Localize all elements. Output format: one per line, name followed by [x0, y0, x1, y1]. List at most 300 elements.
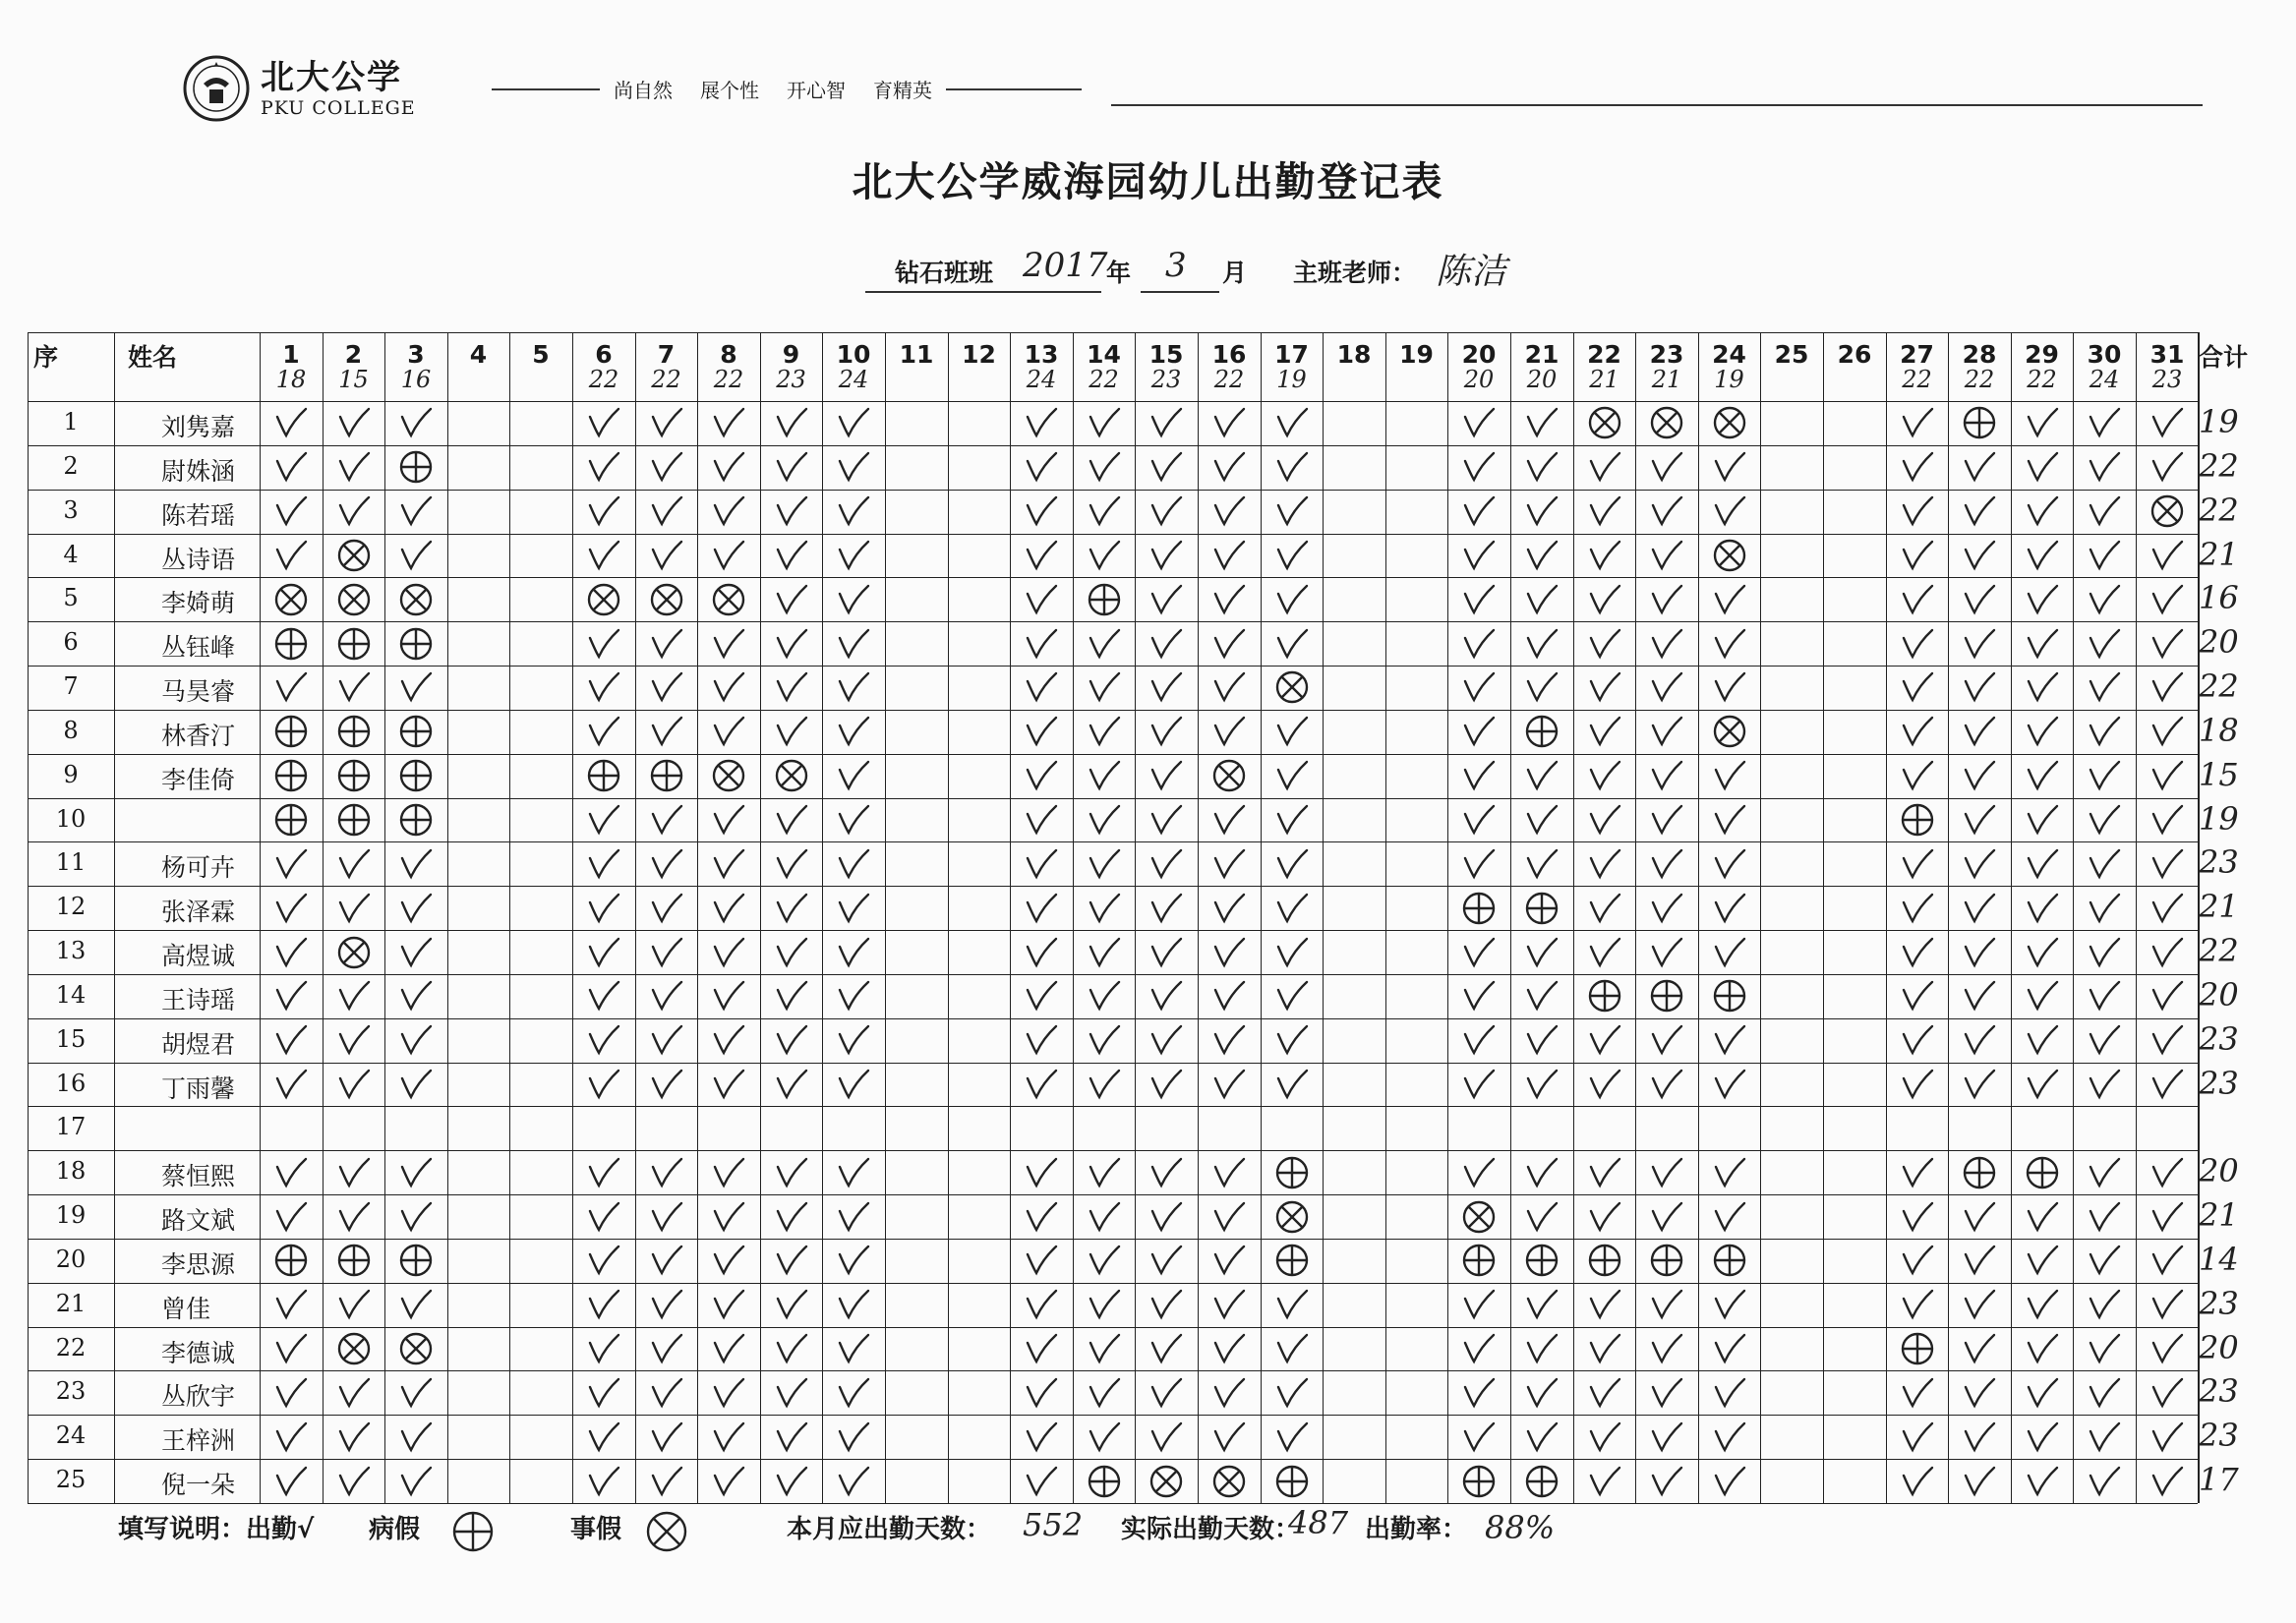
row-seq: 13 — [55, 937, 87, 964]
check-mark-icon — [707, 403, 750, 442]
check-mark-icon — [2021, 1020, 2064, 1060]
check-mark-icon — [645, 492, 688, 531]
logo-chinese: 北大公学 — [261, 58, 402, 97]
check-mark-icon — [1520, 1020, 1563, 1060]
check-mark-icon — [1708, 1153, 1751, 1192]
check-mark-icon — [1583, 800, 1626, 840]
check-mark-icon — [1145, 976, 1188, 1015]
row-total: 16 — [2199, 579, 2239, 616]
header-day-count: 19 — [1276, 366, 1307, 393]
check-mark-icon — [1708, 1285, 1751, 1324]
check-mark-icon — [332, 1020, 376, 1060]
check-mark-icon — [2083, 1373, 2126, 1413]
check-mark-icon — [1457, 976, 1501, 1015]
check-mark-icon — [332, 1153, 376, 1192]
check-mark-icon — [707, 712, 750, 751]
attendance-rate-value: 88% — [1485, 1509, 1556, 1546]
check-mark-icon — [1583, 756, 1626, 795]
check-mark-icon — [645, 624, 688, 664]
student-name: 路文斌 — [161, 1206, 236, 1235]
check-mark-icon — [1457, 1373, 1501, 1413]
check-mark-icon — [394, 1197, 438, 1237]
check-mark-icon — [707, 1020, 750, 1060]
header-day: 11 — [899, 340, 934, 369]
check-mark-icon — [1896, 624, 1939, 664]
year-blank — [1013, 291, 1101, 293]
check-mark-icon — [269, 403, 313, 442]
check-mark-icon — [832, 1462, 875, 1501]
circle-x-icon — [394, 580, 438, 619]
check-mark-icon — [1457, 447, 1501, 487]
check-mark-icon — [1583, 889, 1626, 928]
check-mark-icon — [1145, 536, 1188, 575]
circle-x-icon — [1708, 712, 1751, 751]
check-mark-icon — [1457, 844, 1501, 884]
check-mark-icon — [1583, 1285, 1626, 1324]
check-mark-icon — [1020, 976, 1063, 1015]
check-mark-icon — [770, 1020, 813, 1060]
header-day: 27 — [1900, 340, 1934, 369]
check-mark-icon — [1207, 1329, 1251, 1368]
circle-x-icon — [582, 580, 625, 619]
circle-plus-icon — [1457, 1241, 1501, 1280]
check-mark-icon — [582, 1197, 625, 1237]
check-mark-icon — [645, 536, 688, 575]
check-mark-icon — [394, 1020, 438, 1060]
check-mark-icon — [2083, 624, 2126, 664]
check-mark-icon — [1270, 1373, 1314, 1413]
check-mark-icon — [645, 1153, 688, 1192]
check-mark-icon — [707, 1241, 750, 1280]
check-mark-icon — [1645, 933, 1688, 972]
check-mark-icon — [582, 712, 625, 751]
check-mark-icon — [707, 933, 750, 972]
row-total: 22 — [2199, 667, 2239, 705]
check-mark-icon — [1958, 800, 2001, 840]
check-mark-icon — [1020, 580, 1063, 619]
circle-plus-icon — [1083, 580, 1126, 619]
row-seq: 10 — [55, 805, 87, 833]
check-mark-icon — [645, 667, 688, 707]
row-seq: 7 — [63, 672, 79, 700]
check-mark-icon — [2083, 580, 2126, 619]
check-mark-icon — [1958, 712, 2001, 751]
teacher-name: 陈洁 — [1436, 252, 1507, 292]
check-mark-icon — [1020, 667, 1063, 707]
check-mark-icon — [770, 1329, 813, 1368]
check-mark-icon — [1896, 756, 1939, 795]
check-mark-icon — [1958, 844, 2001, 884]
circle-plus-icon — [269, 800, 313, 840]
check-mark-icon — [1207, 800, 1251, 840]
check-mark-icon — [1270, 624, 1314, 664]
check-mark-icon — [1207, 403, 1251, 442]
table-row-rule — [28, 577, 2198, 578]
check-mark-icon — [1207, 1285, 1251, 1324]
check-mark-icon — [1896, 667, 1939, 707]
check-mark-icon — [582, 800, 625, 840]
check-mark-icon — [332, 1418, 376, 1457]
check-mark-icon — [1583, 844, 1626, 884]
check-mark-icon — [1207, 844, 1251, 884]
check-mark-icon — [1896, 1373, 1939, 1413]
check-mark-icon — [1457, 667, 1501, 707]
check-mark-icon — [1083, 536, 1126, 575]
header-day: 22 — [1587, 340, 1621, 369]
check-mark-icon — [707, 976, 750, 1015]
student-name: 丛欣宇 — [161, 1382, 236, 1411]
check-mark-icon — [582, 492, 625, 531]
check-mark-icon — [1645, 1373, 1688, 1413]
header-day: 14 — [1087, 340, 1121, 369]
check-mark-icon — [770, 712, 813, 751]
header-day: 31 — [2149, 340, 2185, 369]
month-blank — [1141, 291, 1219, 293]
check-mark-icon — [1645, 1285, 1688, 1324]
check-mark-icon — [1583, 1418, 1626, 1457]
check-mark-icon — [770, 1462, 813, 1501]
check-mark-icon — [1520, 1065, 1563, 1104]
check-mark-icon — [1520, 1153, 1563, 1192]
check-mark-icon — [2021, 933, 2064, 972]
check-mark-icon — [1083, 624, 1126, 664]
check-mark-icon — [1583, 1020, 1626, 1060]
circle-x-icon — [1708, 403, 1751, 442]
header-day: 25 — [1774, 340, 1809, 369]
table-column-rule — [948, 332, 949, 1503]
check-mark-icon — [1083, 1329, 1126, 1368]
check-mark-icon — [1958, 667, 2001, 707]
check-mark-icon — [1270, 1329, 1314, 1368]
table-column-rule — [1510, 332, 1511, 1503]
header-total: 合计 — [2199, 343, 2249, 372]
motto-item: 育精英 — [873, 79, 932, 102]
check-mark-icon — [394, 1065, 438, 1104]
check-mark-icon — [2083, 889, 2126, 928]
check-mark-icon — [1896, 844, 1939, 884]
check-mark-icon — [1958, 492, 2001, 531]
table-column-rule — [2073, 332, 2074, 1503]
check-mark-icon — [1708, 492, 1751, 531]
check-mark-icon — [1520, 976, 1563, 1015]
check-mark-icon — [1958, 1197, 2001, 1237]
check-mark-icon — [2021, 1329, 2064, 1368]
check-mark-icon — [770, 1373, 813, 1413]
check-mark-icon — [1896, 1462, 1939, 1501]
check-mark-icon — [1645, 1020, 1688, 1060]
check-mark-icon — [1958, 624, 2001, 664]
check-mark-icon — [582, 1241, 625, 1280]
check-mark-icon — [582, 889, 625, 928]
header-day: 21 — [1524, 340, 1560, 369]
circle-plus-icon — [269, 756, 313, 795]
check-mark-icon — [645, 447, 688, 487]
check-mark-icon — [1457, 1020, 1501, 1060]
check-mark-icon — [1457, 1285, 1501, 1324]
check-mark-icon — [1896, 1285, 1939, 1324]
check-mark-icon — [1520, 403, 1563, 442]
check-mark-icon — [1520, 492, 1563, 531]
check-mark-icon — [707, 1153, 750, 1192]
table-column-rule — [1073, 332, 1074, 1503]
header-day: 4 — [469, 340, 488, 369]
check-mark-icon — [1020, 712, 1063, 751]
check-mark-icon — [2146, 1373, 2189, 1413]
row-total: 20 — [2199, 1329, 2239, 1366]
row-total: 20 — [2199, 976, 2239, 1014]
table-row-rule — [28, 754, 2198, 755]
check-mark-icon — [1645, 1197, 1688, 1237]
row-seq: 2 — [63, 452, 79, 480]
student-name: 胡煜君 — [161, 1030, 236, 1059]
circle-plus-icon — [1645, 976, 1688, 1015]
check-mark-icon — [269, 1462, 313, 1501]
table-column-rule — [114, 332, 115, 1503]
check-mark-icon — [770, 1418, 813, 1457]
header-day-count: 22 — [1089, 366, 1119, 393]
check-mark-icon — [1896, 1153, 1939, 1192]
row-seq: 20 — [55, 1246, 87, 1273]
circle-x-icon — [707, 756, 750, 795]
check-mark-icon — [1207, 889, 1251, 928]
circle-plus-icon — [1520, 1462, 1563, 1501]
check-mark-icon — [269, 976, 313, 1015]
check-mark-icon — [1958, 1065, 2001, 1104]
check-mark-icon — [1583, 536, 1626, 575]
table-row-rule — [28, 401, 2198, 402]
check-mark-icon — [1958, 1462, 2001, 1501]
check-mark-icon — [1583, 1065, 1626, 1104]
student-name: 杨可卉 — [161, 853, 236, 882]
check-mark-icon — [645, 889, 688, 928]
check-mark-icon — [1645, 844, 1688, 884]
check-mark-icon — [394, 1285, 438, 1324]
check-mark-icon — [1083, 1020, 1126, 1060]
table-row-rule — [28, 1194, 2198, 1195]
check-mark-icon — [332, 492, 376, 531]
check-mark-icon — [1145, 667, 1188, 707]
check-mark-icon — [1270, 976, 1314, 1015]
check-mark-icon — [1708, 1020, 1751, 1060]
check-mark-icon — [269, 1329, 313, 1368]
check-mark-icon — [1645, 756, 1688, 795]
check-mark-icon — [2083, 1065, 2126, 1104]
circle-plus-icon — [1520, 889, 1563, 928]
student-name: 陈若瑶 — [161, 501, 236, 530]
header-day: 24 — [1712, 340, 1746, 369]
circle-x-icon — [332, 580, 376, 619]
table-column-rule — [1635, 332, 1636, 1503]
check-mark-icon — [832, 844, 875, 884]
check-mark-icon — [1583, 712, 1626, 751]
student-name: 王梓洲 — [161, 1426, 236, 1455]
row-total: 23 — [2199, 1372, 2239, 1410]
check-mark-icon — [645, 1020, 688, 1060]
check-mark-icon — [2021, 1065, 2064, 1104]
actual-days-value: 487 — [1288, 1504, 1349, 1541]
table-column-rule — [1823, 332, 1824, 1503]
check-mark-icon — [2146, 1065, 2189, 1104]
row-seq: 16 — [55, 1070, 87, 1097]
check-mark-icon — [2083, 447, 2126, 487]
table-row-rule — [28, 1503, 2198, 1504]
check-mark-icon — [832, 1153, 875, 1192]
circle-x-icon — [770, 756, 813, 795]
check-mark-icon — [1270, 889, 1314, 928]
check-mark-icon — [832, 667, 875, 707]
check-mark-icon — [1583, 1373, 1626, 1413]
class-name: 钻石班班 — [895, 259, 994, 287]
check-mark-icon — [2083, 667, 2126, 707]
attendance-table — [28, 332, 2249, 1503]
circle-x-icon — [332, 933, 376, 972]
check-mark-icon — [1896, 712, 1939, 751]
check-mark-icon — [2083, 1020, 2126, 1060]
table-column-rule — [2011, 332, 2012, 1503]
check-mark-icon — [770, 889, 813, 928]
circle-x-icon — [645, 580, 688, 619]
check-mark-icon — [1896, 536, 1939, 575]
check-mark-icon — [2146, 403, 2189, 442]
check-mark-icon — [1207, 1065, 1251, 1104]
header-day: 3 — [407, 340, 425, 369]
check-mark-icon — [770, 1285, 813, 1324]
row-seq: 25 — [55, 1466, 87, 1493]
check-mark-icon — [394, 844, 438, 884]
sick-leave-legend-icon — [450, 1509, 496, 1554]
header-day-count: 22 — [588, 366, 619, 393]
student-name: 林香汀 — [161, 722, 236, 750]
header-day: 5 — [532, 340, 550, 369]
check-mark-icon — [707, 844, 750, 884]
check-mark-icon — [645, 976, 688, 1015]
check-mark-icon — [332, 976, 376, 1015]
check-mark-icon — [1270, 1418, 1314, 1457]
check-mark-icon — [2083, 976, 2126, 1015]
check-mark-icon — [1457, 403, 1501, 442]
check-mark-icon — [1896, 976, 1939, 1015]
check-mark-icon — [1520, 536, 1563, 575]
check-mark-icon — [1896, 1418, 1939, 1457]
check-mark-icon — [1145, 1197, 1188, 1237]
circle-plus-icon — [1270, 1462, 1314, 1501]
circle-plus-icon — [1708, 976, 1751, 1015]
header-day: 13 — [1024, 340, 1059, 369]
check-mark-icon — [1520, 1197, 1563, 1237]
check-mark-icon — [2083, 844, 2126, 884]
table-row-rule — [28, 1459, 2198, 1460]
circle-x-icon — [394, 1329, 438, 1368]
personal-leave-label: 事假 — [570, 1515, 622, 1544]
check-mark-icon — [2146, 889, 2189, 928]
check-mark-icon — [1958, 889, 2001, 928]
check-mark-icon — [1207, 536, 1251, 575]
check-mark-icon — [1020, 1373, 1063, 1413]
table-row-rule — [28, 1063, 2198, 1064]
row-seq: 23 — [55, 1377, 87, 1405]
check-mark-icon — [1583, 1462, 1626, 1501]
check-mark-icon — [770, 624, 813, 664]
check-mark-icon — [2083, 1197, 2126, 1237]
check-mark-icon — [269, 844, 313, 884]
circle-x-icon — [1207, 1462, 1251, 1501]
table-row-rule — [28, 798, 2198, 799]
check-mark-icon — [2146, 712, 2189, 751]
circle-plus-icon — [332, 712, 376, 751]
check-mark-icon — [1145, 933, 1188, 972]
circle-x-icon — [1145, 1462, 1188, 1501]
check-mark-icon — [1645, 1462, 1688, 1501]
check-mark-icon — [2021, 1285, 2064, 1324]
header-day-count: 21 — [1651, 366, 1682, 393]
check-mark-icon — [332, 844, 376, 884]
check-mark-icon — [1645, 800, 1688, 840]
circle-x-icon — [1645, 403, 1688, 442]
row-seq: 1 — [63, 408, 79, 435]
check-mark-icon — [1207, 1241, 1251, 1280]
check-mark-icon — [1145, 756, 1188, 795]
check-mark-icon — [1083, 1418, 1126, 1457]
check-mark-icon — [1145, 889, 1188, 928]
circle-x-icon — [332, 536, 376, 575]
check-mark-icon — [394, 667, 438, 707]
row-total: 17 — [2199, 1461, 2239, 1498]
check-mark-icon — [1083, 756, 1126, 795]
check-mark-icon — [832, 447, 875, 487]
check-mark-icon — [1020, 536, 1063, 575]
table-column-rule — [822, 332, 823, 1503]
check-mark-icon — [1520, 1329, 1563, 1368]
check-mark-icon — [2146, 667, 2189, 707]
check-mark-icon — [1083, 933, 1126, 972]
check-mark-icon — [1958, 1241, 2001, 1280]
check-mark-icon — [1645, 580, 1688, 619]
header-day-count: 15 — [338, 366, 369, 393]
check-mark-icon — [645, 1241, 688, 1280]
check-mark-icon — [1270, 844, 1314, 884]
check-mark-icon — [269, 1373, 313, 1413]
check-mark-icon — [582, 976, 625, 1015]
check-mark-icon — [394, 976, 438, 1015]
check-mark-icon — [1645, 536, 1688, 575]
check-mark-icon — [1020, 1153, 1063, 1192]
row-seq: 3 — [63, 496, 79, 524]
check-mark-icon — [1083, 889, 1126, 928]
check-mark-icon — [582, 1065, 625, 1104]
check-mark-icon — [1457, 1065, 1501, 1104]
check-mark-icon — [1083, 800, 1126, 840]
check-mark-icon — [832, 1197, 875, 1237]
check-mark-icon — [645, 844, 688, 884]
table-row-rule — [28, 490, 2198, 491]
student-name: 李婍萌 — [161, 589, 236, 617]
header-day-count: 16 — [400, 366, 432, 393]
row-seq: 19 — [55, 1201, 87, 1229]
student-name: 刘隽嘉 — [161, 413, 236, 441]
check-mark-icon — [1520, 624, 1563, 664]
check-mark-icon — [1520, 800, 1563, 840]
check-mark-icon — [1708, 889, 1751, 928]
check-mark-icon — [2083, 403, 2126, 442]
logo-text — [261, 58, 416, 119]
table-row-rule — [28, 666, 2198, 667]
circle-plus-icon — [1583, 976, 1626, 1015]
check-mark-icon — [1645, 447, 1688, 487]
check-mark-icon — [1520, 1285, 1563, 1324]
check-mark-icon — [1207, 1418, 1251, 1457]
check-mark-icon — [332, 1462, 376, 1501]
check-mark-icon — [1457, 1418, 1501, 1457]
